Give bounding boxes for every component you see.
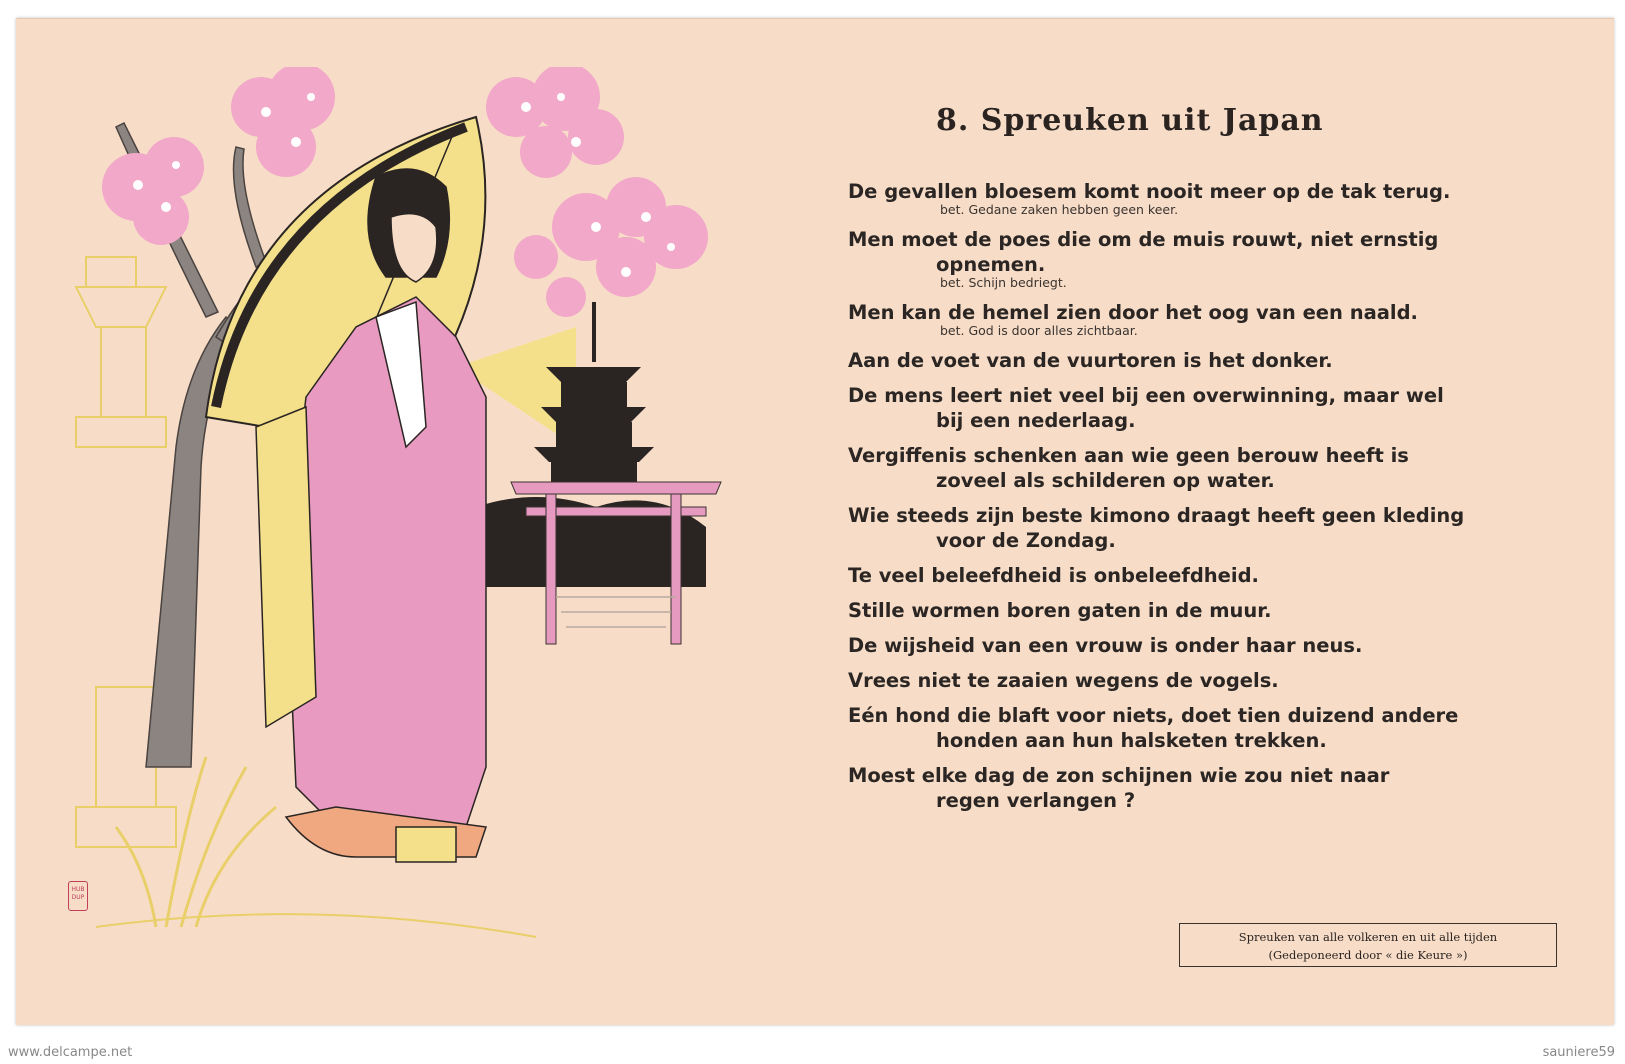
saying-meaning: bet. Gedane zaken hebben geen keer. bbox=[940, 202, 1179, 217]
publisher-box bbox=[1179, 923, 1557, 967]
saying-item bbox=[848, 763, 1528, 813]
artist-stamp: HUB DUP bbox=[68, 881, 88, 911]
saying-line: Men moet de poes die om de muis rouwt, niet ernstig bbox=[848, 228, 1439, 251]
saying-line: Vrees niet te zaaien wegens de vogels. bbox=[848, 669, 1279, 692]
saying-line: Te veel beleefdheid is onbeleefdheid. bbox=[848, 564, 1259, 587]
saying-meaning: bet. God is door alles zichtbaar. bbox=[940, 323, 1138, 338]
saying-item bbox=[848, 227, 1528, 290]
saying-line: bij een nederlaag. bbox=[936, 409, 1136, 432]
saying-item bbox=[848, 703, 1528, 753]
watermark: www.delcampe.net bbox=[8, 1045, 133, 1060]
saying-item bbox=[848, 668, 1528, 693]
saying-line: opnemen. bbox=[936, 253, 1046, 276]
seller-name: sauniere59 bbox=[1542, 1045, 1615, 1060]
saying-line: voor de Zondag. bbox=[936, 529, 1116, 552]
saying-line: Aan de voet van de vuurtoren is het donker. bbox=[848, 349, 1333, 372]
saying-meaning: bet. Schijn bedriegt. bbox=[940, 275, 1067, 290]
ground-line bbox=[96, 914, 536, 937]
saying-line: De gevallen bloesem komt nooit meer op de tak terug. bbox=[848, 180, 1451, 203]
grass bbox=[116, 757, 276, 927]
saying-item bbox=[848, 300, 1528, 338]
page-title: 8. Spreuken uit Japan bbox=[936, 103, 1324, 138]
saying-line: Eén hond die blaft voor niets, doet tien duizend andere bbox=[848, 704, 1459, 727]
geisha-illustration bbox=[56, 67, 756, 987]
steps bbox=[556, 597, 676, 627]
saying-item bbox=[848, 383, 1528, 433]
saying-line: zoveel als schilderen op water. bbox=[936, 469, 1275, 492]
saying-line: Moest elke dag de zon schijnen wie zou niet naar bbox=[848, 764, 1390, 787]
saying-line: regen verlangen ? bbox=[936, 789, 1136, 812]
sayings-list bbox=[848, 179, 1528, 823]
saying-item bbox=[848, 348, 1528, 373]
saying-item bbox=[848, 598, 1528, 623]
saying-item bbox=[848, 179, 1528, 217]
saying-line: honden aan hun halsketen trekken. bbox=[936, 729, 1327, 752]
saying-item bbox=[848, 503, 1528, 553]
saying-line: De mens leert niet veel bij een overwinning, maar wel bbox=[848, 384, 1444, 407]
saying-item bbox=[848, 633, 1528, 658]
saying-line: Stille wormen boren gaten in de muur. bbox=[848, 599, 1272, 622]
publisher-line-2: (Gedeponeerd door « die Keure ») bbox=[1268, 948, 1468, 962]
postcard bbox=[16, 18, 1614, 1025]
saying-line: Men kan de hemel zien door het oog van een naald. bbox=[848, 301, 1418, 324]
saying-item bbox=[848, 443, 1528, 493]
saying-line: Vergiffenis schenken aan wie geen berouw heeft is bbox=[848, 444, 1409, 467]
publisher-line-1: Spreuken van alle volkeren en uit alle tijden bbox=[1238, 930, 1498, 944]
saying-line: Wie steeds zijn beste kimono draagt heeft geen kleding bbox=[848, 504, 1465, 527]
saying-line: De wijsheid van een vrouw is onder haar neus. bbox=[848, 634, 1363, 657]
saying-item bbox=[848, 563, 1528, 588]
